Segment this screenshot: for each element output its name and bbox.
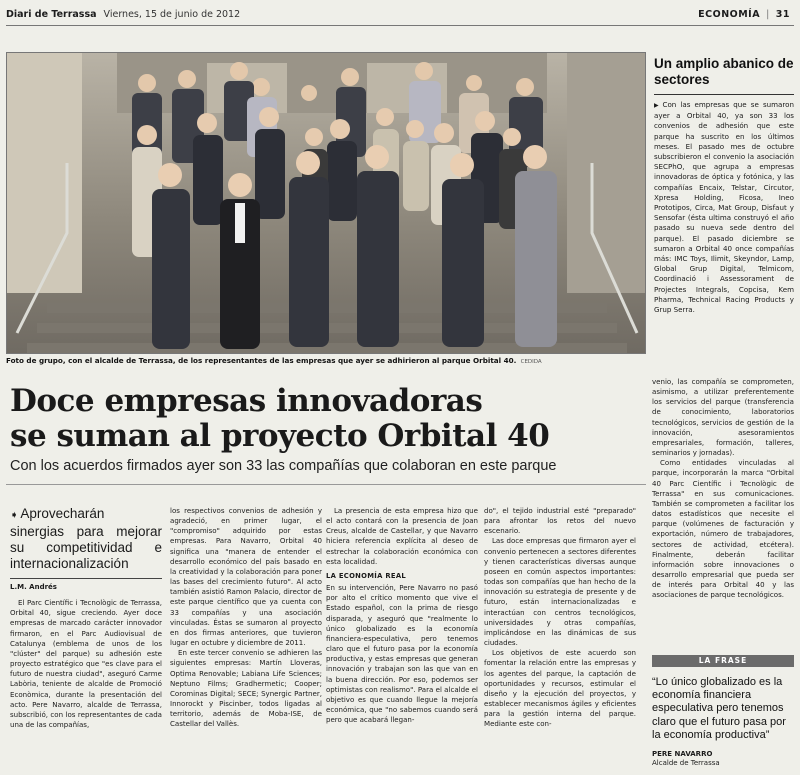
article-headline: [10, 384, 630, 454]
group-photo-illustration: [7, 53, 646, 354]
body-paragraph: Como entidades vinculadas al parque, incorporarán la marca "Orbital 40 Parc Científic i Tecnològic de Terrassa" en sus comunicaciones. También se comprometen a facilitar los datos estadísticos que necesite el parque (volúmenes de facturación y exportación, número de trabajadores, sectores de actividad, etcétera). Finalmente, deberán facilitar información sobre innovaciones o desarrollo empresarial que pueda ser de interés para Orbital 40 y las asociaciones de parque tecnológicos.: [652, 458, 794, 600]
body-paragraph: los respectivos convenios de adhesión y agradeció, en primer lugar, el "compromiso" adquirido por estas empresas. Para Navarro, Orbital 40 significa una "manera de entender el desarrollo económico del país basado en la creatividad y la colaboración para poner las bases del crecimiento futuro". Al acto también asistió Ramon Palacio, director de este parque científico que ya cuenta con 33 compañías y una asociación vinculadas. Éstas se sumaron al proyecto en dos firmas anteriores, que tuvieron lugar en octubre y diciembre de 2011.: [170, 506, 322, 648]
article-column-1: [10, 506, 162, 730]
publication-name: Diari de Terrassa: [6, 9, 97, 20]
body-paragraph: do", el tejido industrial esté "preparado" para afrontar los retos del nuevo escenario.: [484, 506, 636, 536]
header-separator: |: [766, 9, 770, 20]
arrow-bullet-icon: ➧: [10, 510, 19, 521]
page-number: 31: [775, 9, 790, 20]
sidebar-sectors: [654, 52, 794, 315]
section-label: [698, 6, 790, 24]
quote-box: [652, 655, 794, 767]
body-paragraph: Las doce empresas que firmaron ayer el convenio pertenecen a sectores diferentes y tienen características diversas aunque poseen en común aspectos importantes: todas son compañías que han hecho de la innovación su estrategia de presente y de futuro, están internacionalizadas e interactúan con centros tecnológicos, universidades y otras compañías, implicándose en las dinámicas de sus ciudades.: [484, 536, 636, 648]
article-column-2: [170, 506, 322, 729]
quote-author-role: Alcalde de Terrassa: [652, 759, 720, 768]
photo-caption: [6, 356, 646, 367]
quote-box-label: LA FRASE: [652, 655, 794, 667]
article-column-3: [326, 506, 478, 725]
sidebar-title: Un amplio abanico de sectores: [654, 56, 794, 87]
body-paragraph: En este tercer convenio se adhieren las siguientes empresas: Martín Lloveras, Optima Renovable; Labiana Life Sciences; Neptuno Films; Gradhermetic; Cooper; Corominas Digital; SECE; Synergic Partner, Innorockt y Piscinber, todos ligadas al territorio, además de Moba-ISE, de Castellar del Vallès.: [170, 648, 322, 729]
article-subhead: Con los acuerdos firmados ayer son 33 las compañías que colaboran en este parque: [10, 458, 557, 474]
sidebar-text-block: [654, 100, 794, 315]
caption-text: Foto de grupo, con el alcalde de Terrassa, de los representantes de las empresas que ayer se adhirieron al parque Orbital 40.: [6, 356, 517, 365]
section-heading: LA ECONOMÍA REAL: [326, 571, 407, 580]
article-column-4: [484, 506, 636, 729]
article-column-5: [652, 377, 794, 600]
quote-text: “Lo único globalizado es la economía financiera especulativa pero tenemos claro que el futuro pasa por la economía productiva”: [652, 676, 786, 741]
group-photo: [6, 52, 646, 354]
publication-date: Viernes, 15 de junio de 2012: [103, 9, 241, 20]
body-paragraph: Los objetivos de este acuerdo son fomentar la relación entre las empresas y los agentes del parque, la captación de oportunidades y recursos, estimular el diseño y la ejecución del proyectos, y establecer mecanismos ágiles y eficientes para la gestión interna del parque. Mediante este con-: [484, 648, 636, 729]
page-header: [6, 6, 794, 26]
body-paragraph: El Parc Científic i Tecnològic de Terrassa, Orbital 40, sigue creciendo. Ayer doce empresas de marcado carácter innovador firmaron, en el Parc Audiovisual de Catalunya (emblema de unos de los "clúster" del parque) su adhesión este proyecto estratégico que "es clave para el futuro de nuestra ciudad", aseguró Carme Labòria, teniente de alcalde de Promoció Econòmica, durante la presentación del acto. Pere Navarro, alcalde de Terrassa, subscribió, con los representantes de cada una de las compañías,: [10, 598, 162, 730]
pullquote-text: Aprovecharán sinergias para mejorar su competitividad e internacionalización: [10, 506, 162, 571]
photo-credit: CEDIDA: [520, 359, 542, 365]
body-paragraph: venio, las compañía se comprometen, asimismo, a utilizar preferentemente los servicios del parque (transferencia de conocimiento, laboratorios tecnológicos, servicios de gestión de la innovación, asesoramientos empresariales, formación, talleres, seminarios y jornadas).: [652, 377, 794, 458]
body-paragraph: En su intervención, Pere Navarro no pasó por alto el crítico momento que vive el Estado español, con la prima de riesgo disparada, y aseguró que "realmente lo único globalizado es la economía financiera-especulativa, pero tenemos claro que el futuro pasa por la economía productiva, y estas empresas que generan innovación y trabajan son las que van en la buena dirección. Por eso, podemos ser optimistas con realismo". Para el alcalde el objetivo es que cuando llegue la mejoría económica, que "no sabemos cuando será pero que acabará llegan-: [326, 583, 478, 725]
triangle-bullet-icon: ▶: [654, 102, 661, 109]
headline-line-2: se suman al proyecto Orbital 40: [10, 418, 550, 454]
body-paragraph: La presencia de esta empresa hizo que el acto contará con la presencia de Joan Creus, alcalde de Castellar, y que Navarro hiciera referencia explícita al deseo de estrechar la colaboración económica con esta localidad.: [326, 506, 478, 566]
sidebar-rule: [654, 94, 794, 95]
byline: L.M. Andrés: [10, 583, 57, 591]
pullquote: [10, 506, 162, 572]
sidebar-text: Con las empresas que se sumaron ayer a Orbital 40, ya son 33 los convenios de adhesión que este parque ha suscrito en los últimos meses. El pasado mes de octubre subscribieron el convenio la asociación SECPhO, que agrupa a empresas innovadoras de óptica y fotónica, y las compañías Encaix, Telstar, Circutor, Xpresa Holding, Ficosa, Ineo Prototipos, Circa, Mat Group, Disfaut y Sensofar (ésta ultima construyó el año pasado su nueva sede dentro del parque). El pasado diciembre se sumaron a Orbital 40 once compañías más: IMC Toys, Ilimit, Skeyndor, Lamp, Global Grup Digital, Telmicom, Coordinació i Assessorament de Projectes Integrals, Copcisa, Kem Pharma, Technical Racing Products y Grup Serra.: [654, 100, 794, 315]
headline-line-1: Doce empresas innovadoras: [10, 383, 483, 419]
headline-rule: [6, 484, 646, 485]
byline-rule: [10, 578, 162, 579]
quote-author: PERE NAVARRO: [652, 750, 713, 759]
section-name: ECONOMÍA: [698, 9, 761, 20]
